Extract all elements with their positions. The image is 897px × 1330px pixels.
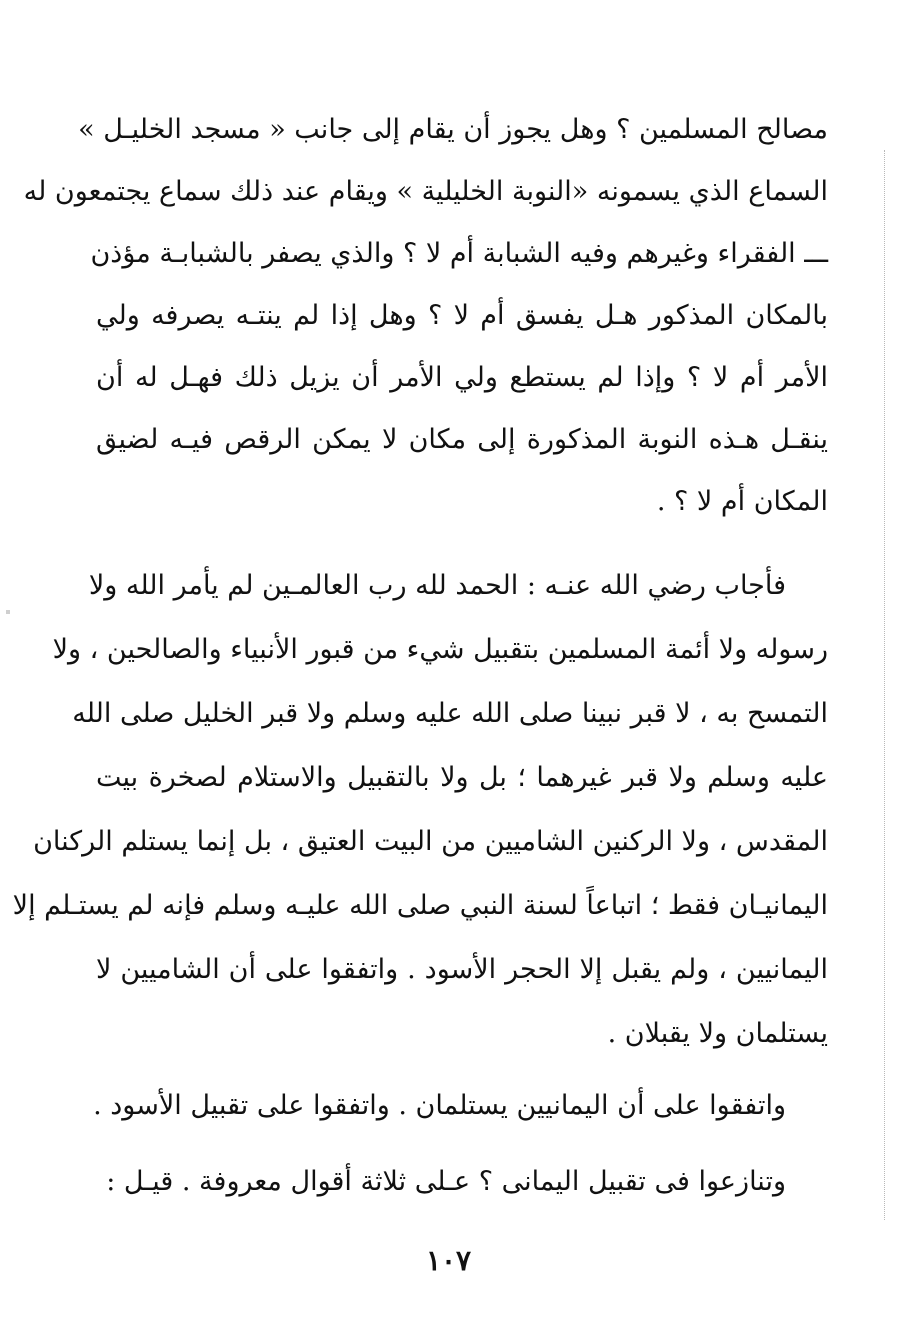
scan-speck — [6, 610, 10, 614]
text-line: وتنازعوا فى تقبيل اليمانى ؟ عـلى ثلاثة أقوال معروفة . قيـل : — [106, 1166, 786, 1197]
text-line: يستلمان ولا يقبلان . — [607, 1018, 828, 1049]
page-number: ١٠٧ — [425, 1244, 472, 1277]
text-line: فأجاب رضي الله عنـه : الحمد لله رب العالمـين لم يأمر الله ولا — [88, 570, 786, 601]
text-line: ينقـل هـذه النوبة المذكورة إلى مكان لا يمكن الرقص فيـه لضيق — [96, 424, 828, 455]
text-line: اليمانيـان فقط ؛ اتباعاً لسنة النبي صلى الله عليـه وسلم فإنه لم يستـلم إلا — [12, 890, 828, 921]
text-line: بالمكان المذكور هـل يفسق أم لا ؟ وهل إذا لم ينتـه يصرفه ولي — [96, 300, 828, 331]
text-line: واتفقوا على أن اليمانيين يستلمان . واتفقوا على تقبيل الأسود . — [93, 1090, 786, 1121]
binding-edge-mark — [884, 150, 885, 1220]
text-line: التمسح به ، لا قبر نبينا صلى الله عليه وسلم ولا قبر الخليل صلى الله — [72, 698, 828, 729]
text-line: السماع الذي يسمونه «النوبة الخليلية » ويقام عند ذلك سماع يجتمعون له — [23, 176, 828, 207]
text-line: مصالح المسلمين ؟ وهل يجوز أن يقام إلى جانب « مسجد الخليـل » — [78, 114, 828, 145]
text-line: عليه وسلم ولا قبر غيرهما ؛ بل ولا بالتقبيل والاستلام لصخرة بيت — [96, 762, 828, 793]
text-line: رسوله ولا أئمة المسلمين بتقبيل شيء من قبور الأنبياء والصالحين ، ولا — [52, 634, 828, 665]
text-line: اليمانيين ، ولم يقبل إلا الحجر الأسود . واتفقوا على أن الشاميين لا — [96, 954, 828, 985]
text-line: الأمر أم لا ؟ وإذا لم يستطع ولي الأمر أن يزيل ذلك فهـل له أن — [96, 362, 828, 393]
text-line: المقدس ، ولا الركنين الشاميين من البيت العتيق ، بل إنما يستلم الركنان — [33, 826, 828, 857]
text-line: ـــ الفقراء وغيرهم وفيه الشبابة أم لا ؟ والذي يصفر بالشبابـة مؤذن — [90, 238, 828, 269]
text-line: المكان أم لا ؟ . — [656, 486, 828, 517]
